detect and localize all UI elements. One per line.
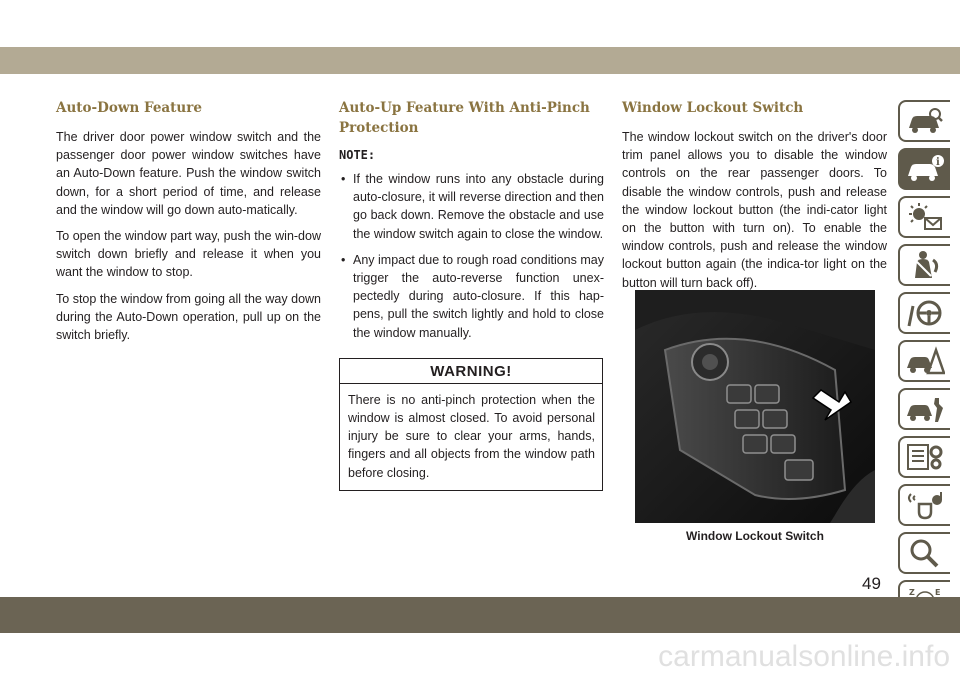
header-bar	[0, 47, 960, 74]
door-panel-illustration	[635, 290, 875, 523]
auto-down-paragraph-1: The driver door power window switch and the passenger door power window switches have an Auto-Down feature. Push the window switch down, for a short period of time, and release and the window will go down auto-matically.	[56, 130, 321, 217]
column-lockout	[622, 98, 887, 300]
tab-starting-operating[interactable]	[898, 292, 950, 334]
warning-title: WARNING!	[340, 359, 602, 384]
search-icon	[905, 538, 945, 568]
column-auto-down	[56, 98, 321, 352]
tab-search[interactable]	[898, 532, 950, 574]
lockout-heading: Window Lockout Switch	[622, 100, 804, 116]
tab-instrument-panel[interactable]	[898, 196, 950, 238]
note-item-2: • Any impact due to rough road conditions may trigger the auto-reverse function unex-pectedly during auto-closure. If this hap-pens, pull the switch lightly and hold to close the window manually.	[339, 251, 604, 342]
car-service-icon	[905, 394, 945, 424]
car-info-icon	[905, 154, 945, 184]
dashboard-lights-icon	[905, 202, 945, 232]
window-lockout-switch-photo	[635, 290, 875, 523]
tab-safety[interactable]	[898, 244, 950, 286]
tab-technical-specifications[interactable]	[898, 436, 950, 478]
steering-wheel-icon	[905, 298, 945, 328]
svg-text:i: i	[936, 157, 940, 168]
auto-down-paragraph-2: To open the window part way, push the win-dow switch down briefly and release it when you want the window to stop.	[56, 229, 321, 280]
auto-down-heading: Auto-Down Feature	[56, 100, 202, 116]
tab-in-case-of-emergency[interactable]	[898, 340, 950, 382]
top-margin	[0, 0, 960, 47]
lockout-paragraph: The window lockout switch on the driver's door trim panel allows you to disable the window controls on the rear passenger doors. To disable the window controls, push and release the window lockout button (the indi-cator light on the button with turn on). To enable the window controls, push and release the window lockout button again (the indica-tor light on the button will turn back off).	[622, 130, 887, 290]
tab-getting-to-know-vehicle[interactable]	[898, 100, 950, 142]
footer-bar	[0, 597, 960, 633]
warning-text: There is no anti-pinch protection when the window is almost closed. To avoid personal injury be sure to clear your arms, hands, fingers and all objects from the window path before closing.	[348, 392, 595, 480]
roadside-warning-icon	[905, 346, 945, 376]
car-magnifier-icon	[905, 106, 945, 136]
page-number: 49	[862, 574, 881, 593]
chapter-tabs	[898, 100, 960, 628]
maintenance-list-icon	[905, 442, 945, 472]
note-list	[339, 170, 604, 342]
tab-servicing-maintenance[interactable]	[898, 388, 950, 430]
svg-text:E: E	[935, 588, 941, 597]
auto-up-heading: Auto-Up Feature With Anti-Pinch Protection	[339, 100, 590, 136]
note-label: NOTE:	[339, 148, 376, 162]
tab-multimedia[interactable]	[898, 484, 950, 526]
photo-caption: Window Lockout Switch	[686, 529, 824, 543]
auto-down-paragraph-3: To stop the window from going all the way down during the Auto-Down operation, pull up on the switch briefly.	[56, 291, 321, 343]
svg-text:Z: Z	[909, 588, 915, 597]
tab-getting-to-know-features[interactable]	[898, 148, 950, 190]
watermark: carmanualsonline.info	[658, 640, 950, 673]
column-auto-up	[339, 98, 604, 491]
multimedia-icon	[905, 490, 945, 520]
seatbelt-person-icon	[905, 250, 945, 280]
note-item-1: • If the window runs into any obstacle during auto-closure, it will reverse direction and then go back down. Remove the obstacle and use the window switch again to close the window.	[339, 170, 604, 243]
warning-box	[339, 358, 603, 491]
